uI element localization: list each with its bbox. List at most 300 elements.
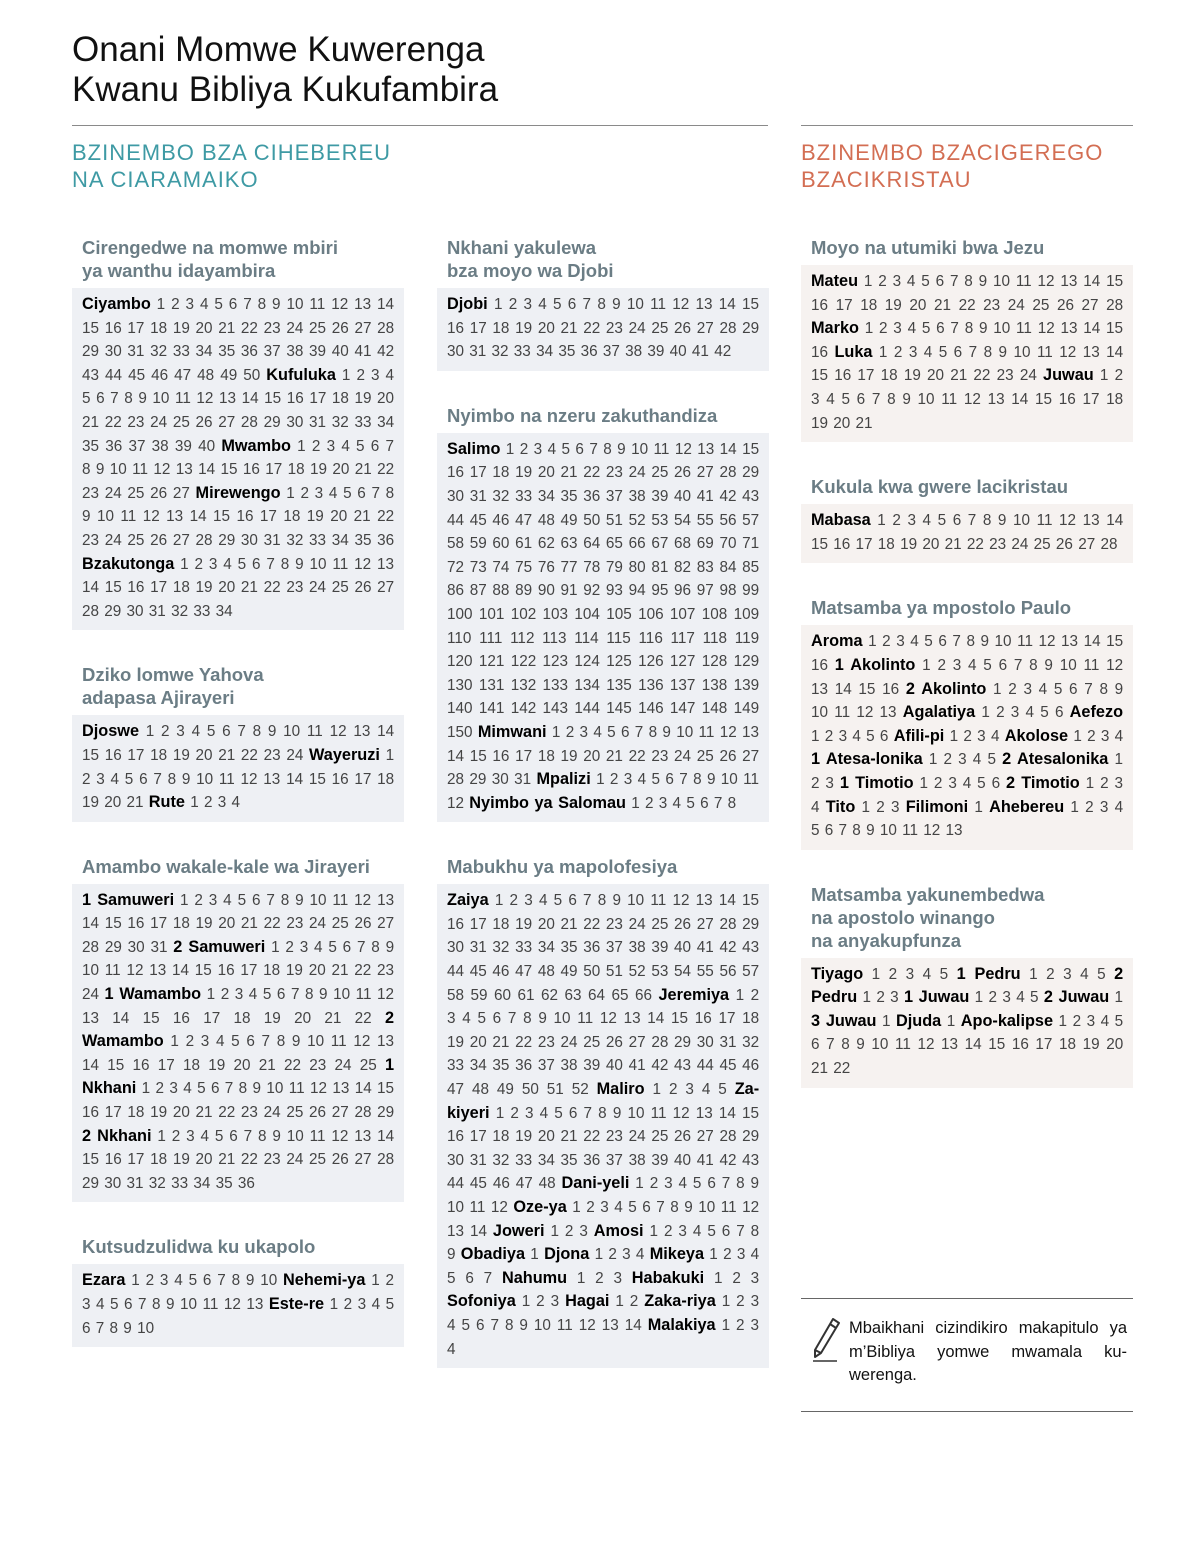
chapter-number[interactable]: 17 [1082,390,1100,408]
chapter-number[interactable]: 61 [517,986,535,1004]
chapter-number[interactable]: 2 [988,989,998,1007]
chapter-number[interactable]: 18 [860,296,878,314]
chapter-number[interactable]: 16 [242,461,260,479]
chapter-number[interactable]: 42 [719,939,737,957]
chapter-number[interactable]: 1 [341,366,351,384]
chapter-number[interactable]: 3 [370,366,380,384]
chapter-number[interactable]: 6 [568,892,577,910]
chapter-number[interactable]: 5 [628,1199,637,1216]
chapter-number[interactable]: 3 [208,891,218,909]
chapter-number[interactable]: 13 [1060,320,1078,338]
chapter-number[interactable]: 38 [628,487,646,505]
chapter-number[interactable]: 19 [310,461,328,479]
chapter-number[interactable]: 9 [181,770,191,788]
chapter-number[interactable]: 9 [272,296,281,313]
chapter-number[interactable]: 3 [907,512,916,530]
chapter-number[interactable]: 4 [447,1340,456,1358]
chapter-number[interactable]: 3 [299,938,309,956]
chapter-number[interactable]: 22 [218,1104,236,1122]
chapter-number[interactable]: 64 [588,986,606,1004]
chapter-number[interactable]: 22 [966,535,984,553]
chapter-number[interactable]: 2 [736,1293,745,1311]
chapter-number[interactable]: 17 [127,1151,145,1169]
chapter-number[interactable]: 119 [734,629,760,647]
chapter-number[interactable]: 20 [308,962,326,980]
chapter-number[interactable]: 1 [928,751,938,769]
chapter-number[interactable]: 3 [1086,1012,1096,1030]
chapter-number[interactable]: 31 [469,1151,487,1169]
chapter-number[interactable]: 26 [150,484,168,502]
chapter-number[interactable]: 5 [237,555,247,573]
chapter-number[interactable]: 33 [515,487,533,505]
chapter-number[interactable]: 1 [572,1199,581,1216]
chapter-number[interactable]: 1 [635,1175,644,1193]
chapter-number[interactable]: 3 [186,1127,195,1145]
chapter-number[interactable]: 10 [994,633,1012,651]
chapter-number[interactable]: 12 [354,891,372,909]
chapter-number[interactable]: 2 [892,512,901,530]
chapter-number[interactable]: 14 [647,1010,665,1028]
chapter-number[interactable]: 11 [743,771,760,789]
chapter-number[interactable]: 2 [893,343,903,361]
chapter-number[interactable]: 23 [537,1033,555,1051]
chapter-number[interactable]: 9 [245,1272,255,1290]
chapter-number[interactable]: 21 [218,746,236,764]
chapter-number[interactable]: 8 [841,1036,850,1054]
chapter-number[interactable]: 2 [933,774,943,792]
chapter-number[interactable]: 5 [356,437,365,455]
chapter-number[interactable]: 41 [696,487,714,505]
chapter-number[interactable]: 25 [127,531,145,549]
chapter-number[interactable]: 4 [191,723,201,741]
chapter-number[interactable]: 97 [696,582,714,600]
chapter-number[interactable]: 43 [742,1151,760,1169]
chapter-number[interactable]: 6 [222,723,231,741]
chapter-number[interactable]: 4 [701,1081,711,1099]
chapter-number[interactable]: 30 [240,531,258,549]
chapter-number[interactable]: 77 [560,558,578,576]
chapter-number[interactable]: 16 [811,656,829,674]
chapter-number[interactable]: 27 [172,531,190,549]
chapter-number[interactable]: 40 [674,487,692,505]
chapter-number[interactable]: 9 [978,320,988,338]
chapter-number[interactable]: 23 [82,531,100,549]
chapter-number[interactable]: 58 [447,535,465,553]
chapter-number[interactable]: 5 [554,1104,563,1122]
chapter-number[interactable]: 14 [834,680,852,698]
chapter-number[interactable]: 7 [967,512,977,530]
chapter-number[interactable]: 13 [695,892,713,910]
chapter-number[interactable]: 2 [876,989,885,1007]
chapter-number[interactable]: 17 [157,1056,175,1074]
chapter-number[interactable]: 3 [825,774,834,792]
chapter-number[interactable]: 3 [952,656,962,674]
chapter-number[interactable]: 15 [742,1104,760,1122]
chapter-number[interactable]: 5 [811,822,820,840]
chapter-number[interactable]: 1 [721,1316,731,1334]
chapter-number[interactable]: 4 [371,1296,381,1313]
chapter-number[interactable]: 2 [1046,965,1055,983]
chapter-number[interactable]: 31 [148,602,166,620]
chapter-number[interactable]: 22 [284,1056,302,1074]
chapter-number[interactable]: 4 [990,727,1000,745]
chapter-number[interactable]: 107 [669,605,696,623]
chapter-number[interactable]: 13 [987,390,1005,408]
chapter-number[interactable]: 33 [513,343,531,361]
chapter-number[interactable]: 3 [234,986,244,1004]
chapter-number[interactable]: 6 [229,1127,238,1145]
chapter-number[interactable]: 8 [82,461,91,479]
chapter-number[interactable]: 5 [553,296,562,313]
chapter-number[interactable]: 18 [283,508,301,526]
chapter-number[interactable]: 45 [719,1057,737,1075]
chapter-number[interactable]: 10 [309,891,327,909]
chapter-number[interactable]: 6 [953,343,963,361]
chapter-number[interactable]: 10 [917,390,935,408]
chapter-number[interactable]: 32 [492,939,510,957]
chapter-number[interactable]: 2 [663,1222,673,1240]
chapter-number[interactable]: 16 [1058,390,1076,408]
chapter-number[interactable]: 35 [560,487,578,505]
chapter-number[interactable]: 1 [1114,989,1124,1007]
chapter-number[interactable]: 26 [605,1033,623,1051]
chapter-number[interactable]: 66 [635,986,653,1004]
chapter-number[interactable]: 3 [664,1175,673,1193]
chapter-number[interactable]: 10 [82,962,100,980]
chapter-number[interactable]: 15 [213,508,231,526]
chapter-number[interactable]: 6 [811,1036,820,1054]
chapter-number[interactable]: 31 [126,1174,144,1192]
chapter-number[interactable]: 14 [718,892,736,910]
chapter-number[interactable]: 6 [620,723,630,741]
chapter-number[interactable]: 4 [174,1272,183,1290]
chapter-number[interactable]: 26 [1056,296,1074,314]
chapter-number[interactable]: 3 [908,343,918,361]
chapter-number[interactable]: 10 [286,1127,304,1145]
chapter-number[interactable]: 19 [447,1033,465,1051]
chapter-number[interactable]: 3 [890,798,900,816]
chapter-number[interactable]: 50 [243,366,261,384]
chapter-number[interactable]: 128 [701,653,728,671]
chapter-number[interactable]: 19 [354,390,372,408]
chapter-number[interactable]: 29 [82,1174,100,1192]
chapter-number[interactable]: 3 [678,1222,687,1240]
chapter-number[interactable]: 14 [286,770,304,788]
chapter-number[interactable]: 8 [964,320,974,338]
chapter-number[interactable]: 27 [354,319,372,337]
chapter-number[interactable]: 12 [490,1199,508,1216]
chapter-number[interactable]: 28 [82,938,100,956]
chapter-number[interactable]: 6 [568,1104,578,1122]
chapter-number[interactable]: 9 [123,1319,132,1337]
chapter-number[interactable]: 84 [719,558,737,576]
chapter-number[interactable]: 33 [171,1174,189,1192]
chapter-number[interactable]: 16 [104,319,122,337]
chapter-number[interactable]: 38 [286,343,304,361]
chapter-number[interactable]: 4 [385,366,395,384]
chapter-number[interactable]: 22 [354,1009,372,1027]
chapter-number[interactable]: 20 [469,1033,487,1051]
chapter-number[interactable]: 94 [628,582,646,600]
chapter-number[interactable]: 72 [447,558,465,576]
chapter-number[interactable]: 37 [128,437,146,455]
chapter-number[interactable]: 43 [742,939,760,957]
chapter-number[interactable]: 7 [968,343,978,361]
chapter-number[interactable]: 2 [185,1033,195,1051]
chapter-number[interactable]: 27 [628,1033,646,1051]
chapter-number[interactable]: 43 [742,487,760,505]
chapter-number[interactable]: 40 [605,1057,623,1075]
chapter-number[interactable]: 11 [1036,343,1053,361]
chapter-number[interactable]: 2 [1072,1012,1082,1030]
chapter-number[interactable]: 10 [307,1033,325,1051]
chapter-number[interactable]: 15 [1106,633,1124,651]
chapter-number[interactable]: 37 [263,343,281,361]
chapter-number[interactable]: 19 [208,1056,226,1074]
chapter-number[interactable]: 5 [1030,989,1039,1007]
chapter-number[interactable]: 29 [742,319,760,337]
chapter-number[interactable]: 25 [651,464,669,482]
chapter-number[interactable]: 67 [651,535,669,553]
chapter-number[interactable]: 1 [1099,367,1109,385]
chapter-number[interactable]: 4 [692,1222,702,1240]
chapter-number[interactable]: 21 [82,413,100,431]
chapter-number[interactable]: 17 [240,962,258,980]
chapter-number[interactable]: 4 [110,770,120,788]
chapter-number[interactable]: 1 [652,1081,662,1099]
chapter-number[interactable]: 11 [174,390,191,408]
chapter-number[interactable]: 6 [575,440,584,458]
chapter-number[interactable]: 1 [286,484,295,502]
chapter-number[interactable]: 78 [583,558,601,576]
chapter-number[interactable]: 29 [104,602,122,620]
chapter-number[interactable]: 19 [903,367,921,385]
chapter-number[interactable]: 3 [579,1222,588,1240]
chapter-number[interactable]: 40 [669,343,687,361]
chapter-number[interactable]: 3 [217,794,227,812]
chapter-number[interactable]: 25 [1032,296,1050,314]
chapter-number[interactable]: 45 [469,1175,487,1193]
chapter-number[interactable]: 18 [880,367,898,385]
chapter-number[interactable]: 22 [583,464,601,482]
chapter-number[interactable]: 26 [331,1151,349,1169]
chapter-number[interactable]: 64 [583,535,601,553]
chapter-number[interactable]: 52 [628,511,646,529]
chapter-number[interactable]: 16 [331,770,349,788]
chapter-number[interactable]: 5 [924,633,933,651]
chapter-number[interactable]: 24 [628,1128,646,1146]
chapter-number[interactable]: 21 [944,535,962,553]
chapter-number[interactable]: 20 [909,296,927,314]
chapter-number[interactable]: 13 [601,1316,619,1334]
chapter-number[interactable]: 23 [605,319,623,337]
chapter-number[interactable]: 10 [1059,656,1077,674]
chapter-number[interactable]: 29 [469,771,487,789]
chapter-number[interactable]: 13 [175,461,193,479]
chapter-number[interactable]: 11 [218,770,235,788]
chapter-number[interactable]: 6 [856,390,866,408]
chapter-number[interactable]: 12 [923,822,941,840]
chapter-number[interactable]: 3 [169,1080,178,1098]
chapter-number[interactable]: 11 [1017,633,1033,651]
chapter-number[interactable]: 138 [701,676,728,694]
chapter-number[interactable]: 12 [377,986,395,1004]
chapter-number[interactable]: 21 [240,579,258,597]
chapter-number[interactable]: 21 [240,915,258,933]
chapter-number[interactable]: 1 [1029,965,1038,983]
chapter-number[interactable]: 150 [447,723,473,741]
chapter-number[interactable]: 27 [377,579,395,597]
chapter-number[interactable]: 17 [857,367,875,385]
chapter-number[interactable]: 9 [385,938,395,956]
chapter-number[interactable]: 21 [353,508,371,526]
chapter-number[interactable]: 134 [574,676,600,694]
chapter-number[interactable]: 2 [311,437,321,455]
chapter-number[interactable]: 7 [736,1222,745,1240]
chapter-number[interactable]: 13 [1060,273,1078,290]
chapter-number[interactable]: 5 [938,343,948,361]
chapter-number[interactable]: 143 [542,700,569,718]
chapter-number[interactable]: 27 [1081,296,1099,314]
chapter-number[interactable]: 6 [202,1272,212,1290]
chapter-number[interactable]: 24 [82,986,100,1004]
chapter-number[interactable]: 15 [82,746,100,764]
chapter-number[interactable]: 17 [469,1128,487,1146]
chapter-number[interactable]: 4 [1114,798,1124,816]
chapter-number[interactable]: 46 [151,366,169,384]
chapter-number[interactable]: 12 [223,1296,241,1313]
chapter-number[interactable]: 18 [150,746,168,764]
chapter-number[interactable]: 115 [606,629,631,647]
chapter-number[interactable]: 45 [128,366,146,384]
chapter-number[interactable]: 14 [1011,390,1029,408]
chapter-number[interactable]: 3 [977,727,986,745]
chapter-number[interactable]: 14 [964,1036,982,1054]
chapter-number[interactable]: 32 [742,1033,760,1051]
chapter-number[interactable]: 59 [470,986,488,1004]
chapter-number[interactable]: 7 [952,633,961,651]
chapter-number[interactable]: 14 [1083,320,1101,338]
chapter-number[interactable]: 22 [833,1060,851,1078]
chapter-number[interactable]: 24 [1007,296,1025,314]
chapter-number[interactable]: 18 [492,1128,510,1146]
chapter-number[interactable]: 79 [605,558,623,576]
chapter-number[interactable]: 36 [580,343,598,361]
chapter-number[interactable]: 16 [104,1151,122,1169]
chapter-number[interactable]: 105 [606,605,632,623]
chapter-number[interactable]: 23 [605,915,623,933]
chapter-number[interactable]: 17 [104,1104,122,1122]
chapter-number[interactable]: 120 [447,653,473,671]
chapter-number[interactable]: 12 [672,1104,690,1122]
chapter-number[interactable]: 3 [892,273,902,290]
chapter-number[interactable]: 103 [542,605,569,623]
chapter-number[interactable]: 26 [309,1104,327,1122]
chapter-number[interactable]: 42 [719,1151,737,1169]
chapter-number[interactable]: 1 [530,1246,539,1264]
chapter-number[interactable]: 4 [547,440,557,458]
chapter-number[interactable]: 3 [905,965,915,983]
chapter-number[interactable]: 4 [248,986,258,1004]
chapter-number[interactable]: 16 [104,746,122,764]
chapter-number[interactable]: 9 [1044,656,1053,674]
chapter-number[interactable]: 3 [326,437,336,455]
chapter-number[interactable]: 19 [285,962,303,980]
chapter-number[interactable]: 28 [82,602,100,620]
chapter-number[interactable]: 8 [597,892,607,910]
chapter-number[interactable]: 4 [750,1246,760,1264]
chapter-number[interactable]: 39 [651,939,669,957]
chapter-number[interactable]: 4 [223,555,232,573]
chapter-number[interactable]: 26 [719,747,737,765]
chapter-number[interactable]: 17 [127,746,145,764]
chapter-number[interactable]: 31 [514,771,532,789]
chapter-number[interactable]: 5 [328,938,337,956]
chapter-number[interactable]: 20 [294,1009,312,1027]
chapter-number[interactable]: 30 [447,343,465,361]
chapter-number[interactable]: 22 [958,296,976,314]
chapter-number[interactable]: 25 [651,915,669,933]
chapter-number[interactable]: 19 [811,414,829,432]
chapter-number[interactable]: 12 [599,1010,617,1028]
chapter-number[interactable]: 3 [958,751,967,769]
chapter-number[interactable]: 5 [977,774,986,792]
chapter-number[interactable]: 8 [750,1222,760,1240]
chapter-number[interactable]: 2 [565,723,575,741]
chapter-number[interactable]: 2 [595,1269,604,1287]
chapter-number[interactable]: 33 [193,602,211,620]
chapter-number[interactable]: 1 [1114,751,1124,769]
chapter-number[interactable]: 8 [152,1296,161,1313]
chapter-number[interactable]: 141 [478,700,505,718]
chapter-number[interactable]: 1 [1073,727,1082,745]
chapter-number[interactable]: 1 [981,704,990,722]
chapter-number[interactable]: 31 [469,487,487,505]
chapter-number[interactable]: 16 [811,343,829,361]
chapter-number[interactable]: 123 [542,653,569,671]
chapter-number[interactable]: 22 [104,413,122,431]
chapter-number[interactable]: 2 [736,1316,745,1334]
chapter-number[interactable]: 12 [672,296,690,313]
chapter-number[interactable]: 13 [354,1127,372,1145]
chapter-number[interactable]: 17 [718,1010,736,1028]
chapter-number[interactable]: 20 [195,319,213,337]
chapter-number[interactable]: 32 [492,1151,510,1169]
chapter-number[interactable]: 10 [96,508,114,526]
chapter-number[interactable]: 12 [353,1033,371,1051]
chapter-number[interactable]: 9 [612,1104,622,1122]
chapter-number[interactable]: 37 [605,487,623,505]
chapter-number[interactable]: 3 [736,1246,746,1264]
chapter-number[interactable]: 15 [742,440,760,458]
chapter-number[interactable]: 13 [1082,512,1100,530]
chapter-number[interactable]: 17 [265,461,283,479]
chapter-number[interactable]: 18 [492,915,510,933]
chapter-number[interactable]: 2 [937,656,946,674]
chapter-number[interactable]: 9 [612,296,621,313]
chapter-number[interactable]: 18 [172,915,190,933]
chapter-number[interactable]: 11 [202,1296,219,1313]
chapter-number[interactable]: 15 [104,915,122,933]
chapter-number[interactable]: 24 [334,1056,352,1074]
chapter-number[interactable]: 3 [447,1010,456,1028]
chapter-number[interactable]: 3 [896,633,905,651]
chapter-number[interactable]: 10 [631,440,649,458]
chapter-number[interactable]: 31 [127,343,145,361]
chapter-number[interactable]: 12 [742,1199,760,1216]
chapter-number[interactable]: 18 [492,464,510,482]
chapter-number[interactable]: 17 [203,1009,221,1027]
